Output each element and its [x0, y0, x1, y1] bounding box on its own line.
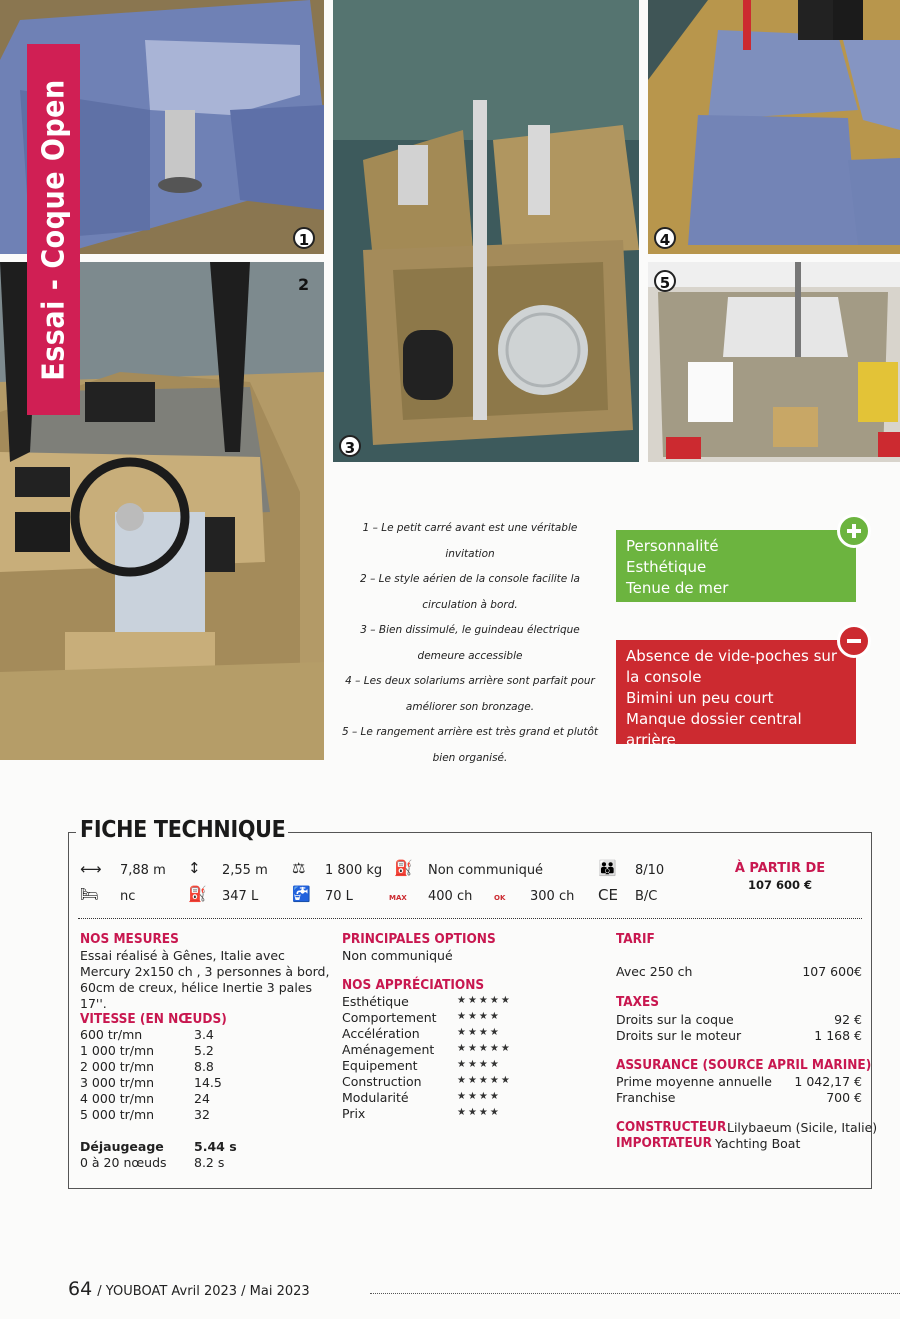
- spec-engine-type: Non communiqué: [428, 863, 544, 878]
- minus-item: Bimini un peu court: [626, 689, 774, 707]
- vitesse-knots: 8.8: [194, 1059, 214, 1074]
- caption-3: 3 – Bien dissimulé, le guindeau électrique demeure accessible: [360, 624, 580, 662]
- appreciation-stars: ★★★★: [457, 1027, 501, 1038]
- zero-20-label: 0 à 20 nœuds: [80, 1155, 167, 1170]
- tarif-label: Avec 250 ch: [616, 964, 693, 979]
- vitesse-rpm: 5 000 tr/mn: [80, 1107, 155, 1122]
- appreciation-label: Accélération: [342, 1026, 420, 1041]
- water-icon: 🚰: [292, 885, 311, 903]
- vitesse-knots: 3.4: [194, 1027, 214, 1042]
- appreciation-label: Modularité: [342, 1090, 409, 1105]
- assurance-value: 1 042,17 €: [794, 1074, 862, 1089]
- appreciation-label: Construction: [342, 1074, 422, 1089]
- plus-item: Tenue de mer: [626, 579, 729, 597]
- assurance-heading: ASSURANCE (SOURCE APRIL MARINE): [616, 1057, 872, 1073]
- assurance-label: Prime moyenne annuelle: [616, 1074, 772, 1089]
- persons-icon: 👪: [598, 859, 617, 877]
- appreciation-stars: ★★★★: [457, 1091, 501, 1102]
- page-footer: [68, 1278, 310, 1300]
- spec-weight: 1 800 kg: [325, 863, 383, 878]
- vitesse-knots: 14.5: [194, 1075, 222, 1090]
- spec-max-power: 400 ch: [428, 889, 473, 904]
- photo-captions: [338, 516, 602, 771]
- tarif-value: 107 600€: [802, 964, 862, 979]
- vitesse-rpm: 3 000 tr/mn: [80, 1075, 155, 1090]
- minus-box: [616, 640, 856, 749]
- zero-20-value: 8.2 s: [194, 1155, 225, 1170]
- importateur-value: Yachting Boat: [715, 1136, 801, 1151]
- ok-power-icon: OK: [494, 894, 506, 902]
- photo-3-image: [333, 0, 639, 462]
- photo-3: [333, 0, 639, 462]
- photo-3-number: 3: [339, 435, 361, 457]
- caption-4: 4 – Les deux solariums arrière sont parfait pour améliorer son bronzage.: [345, 675, 595, 713]
- spec-persons: 8/10: [635, 863, 665, 878]
- spec-beam: 2,55 m: [222, 863, 268, 878]
- vitesse-rpm: 600 tr/mn: [80, 1027, 143, 1042]
- photo-4-image: [648, 0, 900, 254]
- vitesse-knots: 5.2: [194, 1043, 214, 1058]
- photo-4-number: 4: [654, 227, 676, 249]
- photo-5-number: 5: [654, 270, 676, 292]
- caption-5: 5 – Le rangement arrière est très grand et plutôt bien organisé.: [341, 726, 599, 764]
- minus-icon: [837, 624, 871, 658]
- assurance-value: 700 €: [826, 1090, 862, 1105]
- fuel-icon: ⛽: [188, 885, 207, 903]
- section-title: Essai - Coque Open: [36, 78, 71, 381]
- magazine-issue: / YOUBOAT Avril 2023 / Mai 2023: [97, 1284, 310, 1299]
- tax-label: Droits sur la coque: [616, 1012, 734, 1027]
- plus-item: Personnalité: [626, 537, 719, 555]
- options-heading: PRINCIPALES OPTIONS: [342, 931, 496, 947]
- spec-length: 7,88 m: [120, 863, 166, 878]
- vitesse-knots: 24: [194, 1091, 210, 1106]
- tax-label: Droits sur le moteur: [616, 1028, 742, 1043]
- minus-item: Absence de vide-poches sur la console: [626, 647, 838, 686]
- engine-icon: ⛽: [394, 859, 413, 877]
- spec-berths: nc: [120, 889, 136, 904]
- vitesse-rpm: 1 000 tr/mn: [80, 1043, 155, 1058]
- vitesse-knots: 32: [194, 1107, 210, 1122]
- caption-1: 1 – Le petit carré avant est une véritable invitation: [362, 522, 578, 560]
- dejaugeage-value: 5.44 s: [194, 1139, 237, 1154]
- berth-icon: 🛏: [80, 885, 100, 903]
- page-number: 64: [68, 1278, 93, 1300]
- spec-fuel: 347 L: [222, 889, 259, 904]
- fiche-title: FICHE TECHNIQUE: [80, 817, 286, 843]
- photo-5-image: [648, 262, 900, 462]
- appreciation-stars: ★★★★★: [457, 1075, 512, 1086]
- assurance-label: Franchise: [616, 1090, 676, 1105]
- appreciation-label: Aménagement: [342, 1042, 435, 1057]
- appreciation-label: Prix: [342, 1106, 366, 1121]
- caption-2: 2 – Le style aérien de la console facilite la circulation à bord.: [360, 573, 580, 611]
- options-text: Non communiqué: [342, 948, 453, 963]
- appreciation-label: Comportement: [342, 1010, 437, 1025]
- dejaugeage-label: Déjaugeage: [80, 1139, 164, 1154]
- photo-2-number: 2: [298, 275, 310, 294]
- importateur-heading: IMPORTATEUR: [616, 1135, 712, 1151]
- spec-category: B/C: [635, 889, 658, 904]
- mesures-text: Essai réalisé à Gênes, Italie avec Mercury 2x150 ch , 3 personnes à bord, 60cm de creux, hélice Inertie 3 pales 17''.: [80, 948, 330, 1011]
- tarif-heading: TARIF: [616, 931, 655, 947]
- length-icon: ⟷: [80, 860, 102, 878]
- appreciation-stars: ★★★★: [457, 1059, 501, 1070]
- price-label: À PARTIR DE: [734, 861, 826, 876]
- max-power-icon: MAX: [389, 894, 407, 902]
- tax-value: 1 168 €: [814, 1028, 862, 1043]
- minus-item: Manque dossier central arrière: [626, 710, 802, 749]
- mesures-heading: NOS MESURES: [80, 931, 179, 947]
- photo-1-number: 1: [293, 227, 315, 249]
- tax-value: 92 €: [834, 1012, 862, 1027]
- ce-icon: CE: [598, 886, 618, 904]
- price-value: 107 600 €: [747, 878, 813, 892]
- vitesse-rpm: 2 000 tr/mn: [80, 1059, 155, 1074]
- plus-item: Esthétique: [626, 558, 707, 576]
- appreciations-heading: NOS APPRÉCIATIONS: [342, 977, 485, 993]
- spec-water: 70 L: [325, 889, 353, 904]
- spec-ok-power: 300 ch: [530, 889, 575, 904]
- dotted-divider: [78, 918, 862, 919]
- taxes-heading: TAXES: [616, 994, 660, 1010]
- photo-5: [648, 262, 900, 462]
- plus-box: [616, 530, 856, 602]
- frame-top-right: [288, 832, 872, 833]
- weight-icon: ⚖: [292, 859, 306, 877]
- beam-icon: ↕: [188, 859, 201, 877]
- appreciation-label: Equipement: [342, 1058, 418, 1073]
- frame-top-left: [68, 832, 76, 833]
- plus-icon: [837, 514, 871, 548]
- section-sidebar: [27, 44, 80, 415]
- footer-dotted-line: [370, 1293, 900, 1294]
- constructeur-value: Lilybaeum (Sicile, Italie): [727, 1120, 878, 1135]
- appreciation-stars: ★★★★★: [457, 995, 512, 1006]
- vitesse-rpm: 4 000 tr/mn: [80, 1091, 155, 1106]
- photo-4: [648, 0, 900, 254]
- vitesse-heading: VITESSE (EN NŒUDS): [80, 1011, 227, 1027]
- appreciation-stars: ★★★★: [457, 1107, 501, 1118]
- appreciation-stars: ★★★★★: [457, 1043, 512, 1054]
- appreciation-label: Esthétique: [342, 994, 409, 1009]
- constructeur-heading: CONSTRUCTEUR: [616, 1119, 727, 1135]
- appreciation-stars: ★★★★: [457, 1011, 501, 1022]
